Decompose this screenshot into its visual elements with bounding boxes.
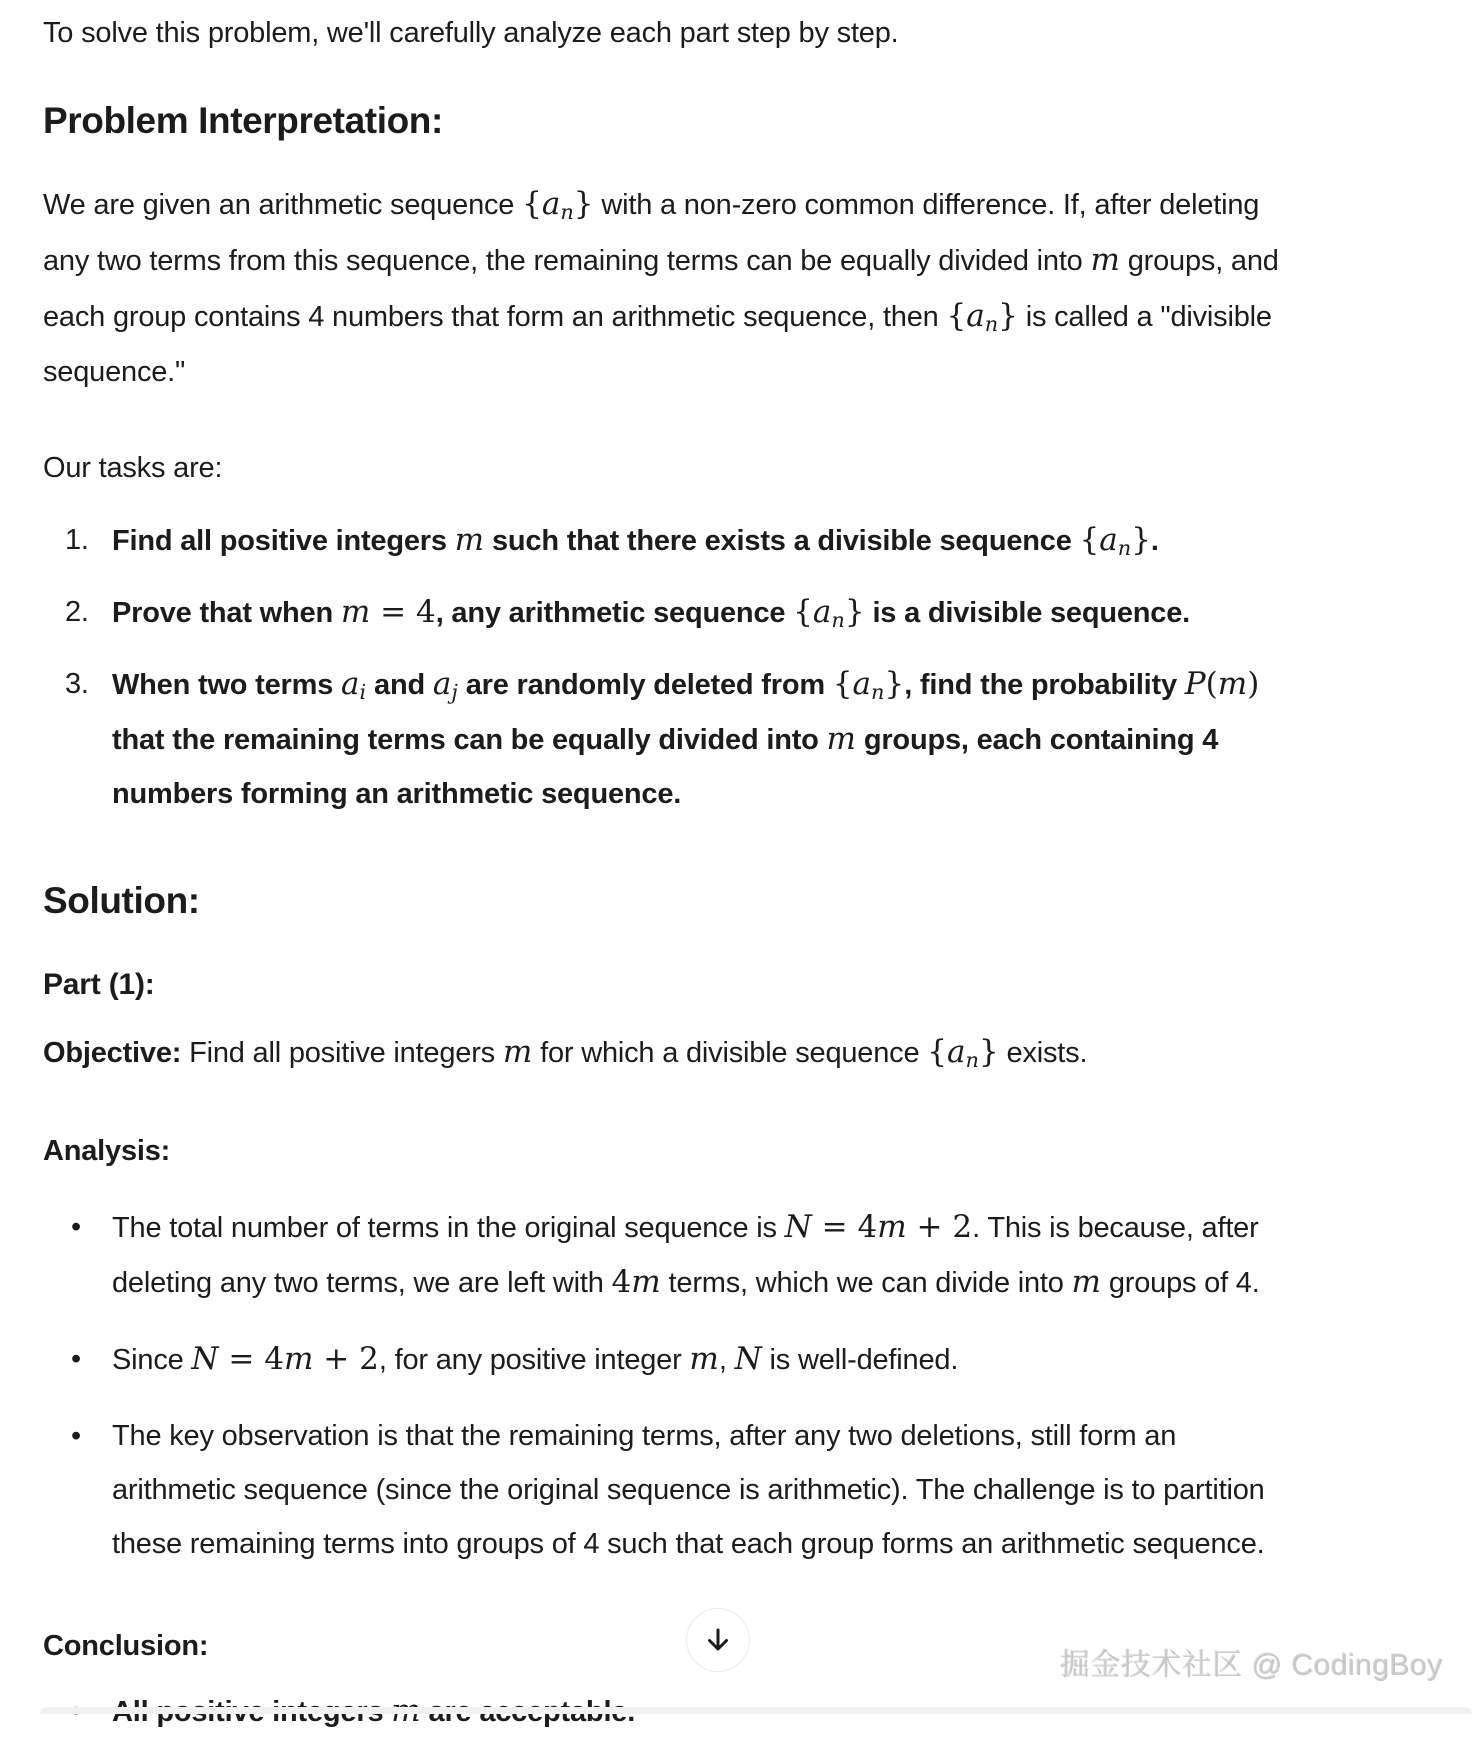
tasks-intro: Our tasks are: bbox=[43, 452, 223, 484]
problem-paragraph: We are given an arithmetic sequence $\{a_n\}$ with a non-zero common difference. If, after deleting any two terms from this sequence, the remaining terms can be equally divided into m groups, and each group contains 4 numbers that form an arithmetic sequence, then $\{a_n\}$ is called a "divisible sequence." bbox=[43, 186, 1279, 388]
analysis-label: Analysis: bbox=[43, 1135, 171, 1167]
list-number-3: 3. bbox=[65, 668, 89, 700]
objective-paragraph: Objective: Find all positive integers m for which a divisible sequence $\{a_n\}$ exists. bbox=[43, 1034, 1088, 1073]
task-item-3 bbox=[43, 657, 1466, 821]
task-item-1-text: Find all positive integers m such that there exists a divisible sequence $\{a_n\}$. bbox=[112, 522, 1159, 561]
bullet-icon: • bbox=[71, 1343, 81, 1375]
analysis-item-1 bbox=[43, 1200, 1466, 1310]
heading-part-1: Part (1): bbox=[43, 968, 155, 1001]
scroll-to-bottom-button[interactable] bbox=[686, 1608, 750, 1672]
list-number-1: 1. bbox=[65, 524, 89, 556]
bullet-icon: • bbox=[71, 1211, 81, 1243]
task-item-1 bbox=[43, 513, 1466, 568]
task-item-3-text: When two terms $a_i$ and $a_j$ are randomly deleted from $\{a_n\}$, find the probability P(m) that the remaining terms can be equally divided into m groups, each containing 4 numbers forming an arithmetic sequence. bbox=[112, 666, 1260, 810]
heading-problem-interpretation: Problem Interpretation: bbox=[43, 100, 443, 141]
analysis-item-3 bbox=[43, 1409, 1466, 1571]
composer-top-edge bbox=[40, 1707, 1472, 1714]
analysis-item-1-text: The total number of terms in the original sequence is N = 4m + 2. This is because, after deleting any two terms, we are left with 4m terms, which we can divide into m groups of 4. bbox=[112, 1209, 1260, 1300]
bullet-icon: • bbox=[71, 1420, 81, 1452]
analysis-item-2 bbox=[43, 1332, 1466, 1387]
list-number-2: 2. bbox=[65, 596, 89, 628]
task-item-2 bbox=[43, 585, 1466, 640]
down-arrow-icon bbox=[701, 1623, 735, 1657]
conclusion-label: Conclusion: bbox=[43, 1630, 209, 1662]
analysis-list bbox=[43, 1200, 1466, 1571]
analysis-item-3-text: The key observation is that the remaining terms, after any two deletions, still form an arithmetic sequence (since the original sequence is arithmetic). The challenge is to partition these remaining terms into groups of 4 such that each group forms an arithmetic sequence. bbox=[112, 1420, 1265, 1560]
watermark: 掘金技术社区 @ CodingBoy bbox=[1060, 1649, 1443, 1682]
task-list bbox=[43, 513, 1466, 821]
intro-paragraph: To solve this problem, we'll carefully analyze each part step by step. bbox=[43, 17, 899, 49]
task-item-2-text: Prove that when m = 4, any arithmetic sequence $\{a_n\}$ is a divisible sequence. bbox=[112, 594, 1191, 633]
heading-solution: Solution: bbox=[43, 880, 200, 921]
analysis-item-2-text: Since N = 4m + 2, for any positive integer m, N is well-defined. bbox=[112, 1341, 959, 1377]
